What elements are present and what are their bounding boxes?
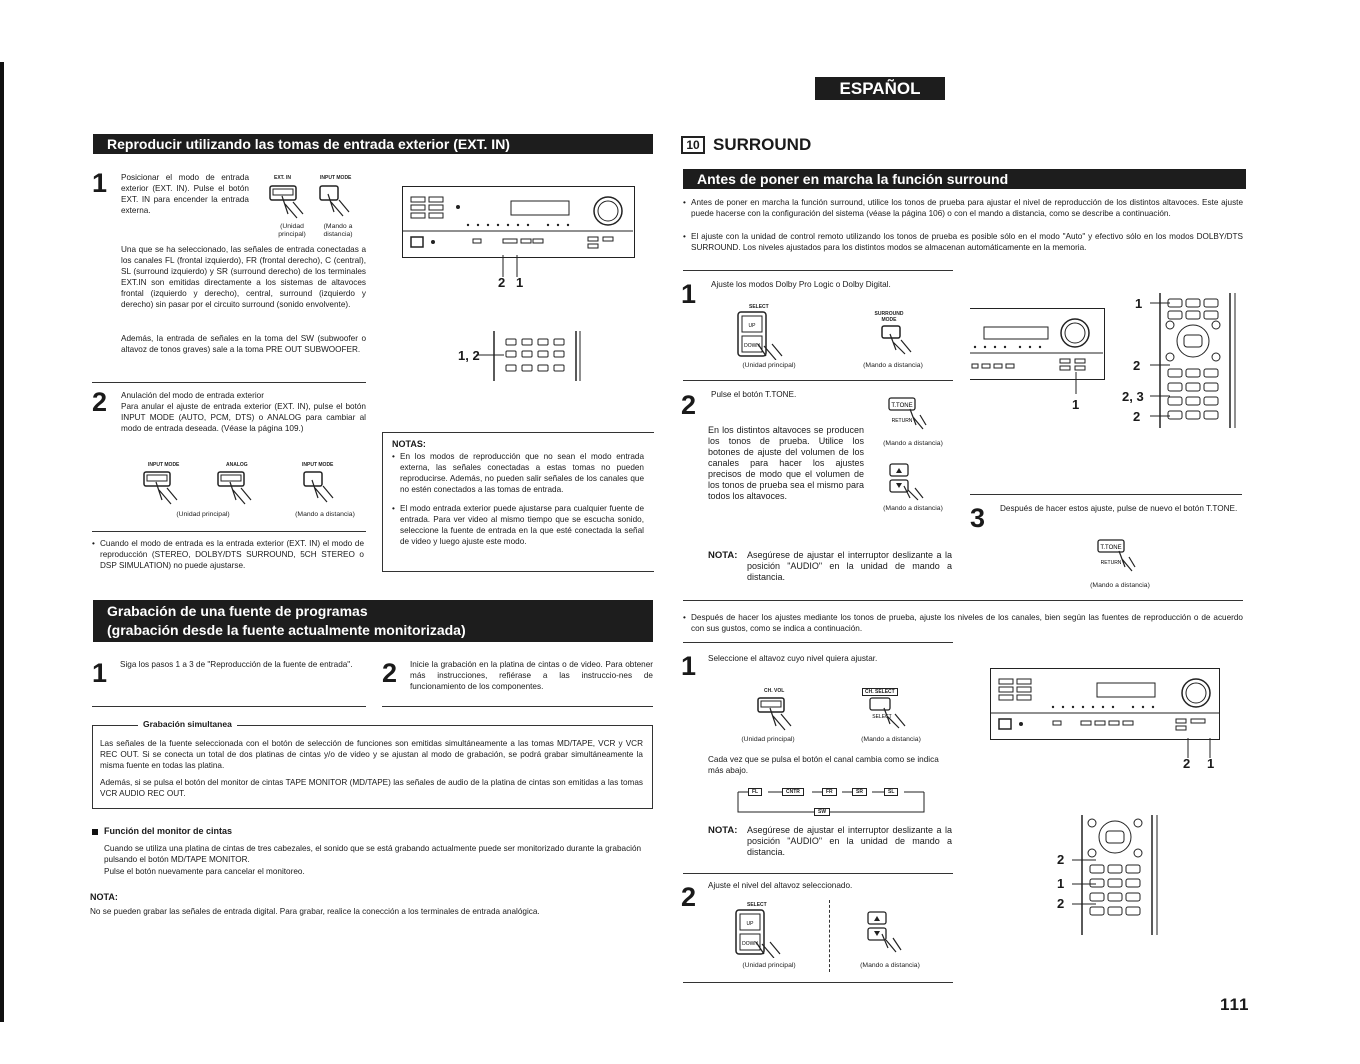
adjust-bullet: • Después de hacer los ajustes mediante los tonos de prueba, ajuste los niveles de los canales, bien según las fuentes de reproducción o de acuerdo con sus gustos, como se indica a continuación.: [683, 613, 1243, 633]
receiver-front-panel: [990, 668, 1220, 740]
caption-main-unit: (Unidad principal): [742, 962, 796, 969]
rec-step2: Inicie la grabación en la platina de cintas o de video. Para obtener más instrucciones, refiérase a las instruccio-nes de funcionamiento de los componentes.: [410, 660, 653, 691]
notes-title: NOTAS:: [392, 439, 426, 449]
figure-label: 2: [1183, 756, 1191, 771]
page-number: 111: [1220, 995, 1250, 1014]
caption-remote: (Mando a distancia): [1090, 582, 1150, 589]
chain-fr: FR: [822, 788, 837, 796]
select-updown-illustration: [734, 908, 794, 963]
svg-text:UP: UP: [748, 323, 756, 329]
a-step3: Después de hacer estos ajuste, pulse de nuevo el botón T.TONE.: [1000, 504, 1238, 513]
dashed-divider: [829, 900, 830, 972]
caption-main-unit: (Unidad principal): [742, 362, 796, 369]
svg-text:UP: UP: [746, 921, 754, 927]
input-mode-label: INPUT MODE: [320, 175, 352, 181]
input-mode-button-illustration: [318, 182, 358, 225]
monitor-title: Función del monitor de cintas: [104, 826, 233, 836]
svg-text:T.TONE: T.TONE: [891, 403, 913, 409]
step-number: 1: [92, 168, 108, 198]
step-number: 1: [681, 651, 697, 681]
note-item: • El modo entrada exterior puede ajustarse para cualquier fuente de entrada. Para ver video al mismo tiempo que se escucha sonido, seleccione la fuente de entrada en la que esté conectada la señal de video y luego ajuste este modo.: [392, 504, 644, 546]
step-number: 2: [382, 658, 398, 688]
nota-text: No se pueden grabar las señales de entrada digital. Para grabar, realice la conección a los terminales de entrada analógica.: [90, 907, 540, 916]
rec-step1: Siga los pasos 1 a 3 de "Reproducción de la fuente de entrada".: [120, 660, 353, 669]
section-title-recording: Grabación de una fuente de programas (grabación desde la fuente actualmente monitorizada): [93, 600, 653, 642]
select-updown-illustration: [736, 310, 796, 365]
chain-fl: FL: [748, 788, 762, 796]
volume-updown-illustration: [864, 910, 914, 959]
figure-label: 2: [1057, 896, 1065, 911]
monitor-text2: Pulse el botón nuevamente para cancelar el monitoreo.: [104, 867, 305, 876]
chapter-title: SURROUND: [713, 135, 812, 154]
caption-remote: (Mando a distancia): [883, 440, 943, 447]
bullet-note: • Cuando el modo de entrada es la entrada exterior (EXT. IN) el modo de reproducción (STEREO, DOLBY/DTS SURROUND, 5CH STEREO o DSP SIMULATION) no puede ajustarse.: [92, 539, 364, 570]
box-text2: Además, si se pulsa el botón del monitor de cintas TAPE MONITOR (MD/TAPE) las señales de audio de la platina de cintas son emitidas a las tomas VCR AUDIO REC OUT.: [100, 778, 643, 798]
svg-text:DOWN: DOWN: [742, 941, 758, 947]
input-mode-label: INPUT MODE: [302, 462, 334, 468]
input-mode-button-illustration: [142, 468, 182, 513]
step-number: 3: [970, 503, 986, 533]
section-title-ext-in: Reproducir utilizando las tomas de entrada exterior (EXT. IN): [93, 134, 653, 154]
divider: [683, 642, 953, 643]
note-item: • En los modos de reproducción que no sean el modo entrada externa, las señales conectadas a estas tomas no pueden reproducirse. Además, no pueden salir señales de los canales que no estén conectados a las tomas de entrada.: [392, 452, 644, 494]
remote-control: [1072, 815, 1162, 940]
figure-label: 2: [498, 275, 506, 290]
step1-intro: Posicionar el modo de entrada exterior (EXT. IN). Pulse el botón EXT. IN para encender la entrada externa.: [121, 173, 249, 215]
box-title: Grabación simultanea: [138, 719, 237, 729]
select-label: SELECT: [747, 902, 767, 908]
nota-title: NOTA:: [90, 892, 118, 902]
figure-label: 1: [1135, 296, 1143, 311]
channel-cycle-diagram: [734, 786, 930, 820]
intro-bullet: • Antes de poner en marcha la función surround, utilice los tonos de prueba para ajustar el nivel de reproducción de los distintos altavoces. Este ajuste puede hacerse con la configuración del sistema (véase la página 106) o con el mando a distancia, como se describe a continuación.: [683, 198, 1243, 218]
divider: [683, 600, 1243, 601]
divider: [683, 380, 953, 381]
receiver-knobs-row: [970, 361, 1030, 373]
divider: [92, 531, 366, 532]
figure-label: 2: [1133, 409, 1141, 424]
figure-label: 2: [1133, 358, 1141, 373]
volume-updown-illustration: [886, 462, 930, 507]
ttone-button-illustration: [886, 395, 930, 440]
svg-text:SELECT: SELECT: [872, 714, 892, 720]
surround-mode-button-illustration: [880, 324, 920, 363]
nota-label: NOTA:: [708, 825, 738, 836]
ext-in-button-illustration: [268, 182, 308, 225]
step1-body2: Además, la entrada de señales en la toma del SW (subwoofer o altavoz de tonos graves) sale a la toma PRE OUT SUBWOOFER.: [121, 334, 366, 354]
divider: [683, 982, 953, 983]
monitor-text: Cuando se utiliza una platina de cintas de tres cabezales, el sonido que se está grabando actualmente puede ser monitorizado durante la grabación pulsando el botón MD/TAPE MONITOR.: [104, 844, 642, 864]
caption-remote: (Mando a distancia): [860, 962, 920, 969]
analog-button-illustration: [216, 468, 256, 513]
box-text: Las señales de la fuente seleccionada con el botón de selección de funciones son emitidas simultáneamente a las tomas MD/TAPE, VCR y VCR REC OUT. Si se conecta un total de dos platinas de cintas y/o de video y se ajustan al modo de grabación, se podrá grabar simultáneamente la misma fuente en todas las platina.: [100, 739, 643, 770]
caption-remote: (Mando a distancia): [861, 736, 921, 743]
caption-remote: (Mando a distancia): [323, 223, 353, 238]
a-step1: Ajuste los modos Dolby Pro Logic o Dolby Digital.: [711, 280, 891, 289]
svg-text:T.TONE: T.TONE: [1100, 545, 1122, 551]
chain-sw: SW: [814, 808, 830, 816]
caption-remote: (Mando a distancia): [295, 511, 355, 518]
nota-text: Asegúrese de ajustar el interruptor deslizante a la posición "AUDIO" en la unidad de mando a distancia.: [747, 550, 952, 582]
caption-remote: (Mando a distancia): [883, 505, 943, 512]
surround-mode-label: SURROUND MODE: [874, 311, 904, 323]
svg-text:RETURN: RETURN: [891, 418, 913, 424]
leader-line: [1074, 372, 1078, 399]
step1-body: Una que se ha seleccionado, las señales de entrada conectadas a los canales FL (frontal izquierdo), FR (frontal derecho), C (central), SL (surround izquierdo) y SR (surround derecho) de los terminales EXT.IN son emitidas directamente a los sistemas de altavoces frontal (izquierdo y derecho), central, surround (izquierdo y derecho) sin pasar por el circuito surround (sonido envolvente).: [121, 245, 366, 309]
divider: [92, 706, 366, 707]
caption-main-unit: (Unidad principal): [278, 223, 306, 238]
nota-text: Asegúrese de ajustar el interruptor deslizante a la posición "AUDIO" en la unidad de mando a distancia.: [747, 825, 952, 857]
chain-cntr: CNTR: [782, 788, 804, 796]
analog-label: ANALOG: [226, 462, 248, 468]
a-step2: Pulse el botón T.TONE.: [711, 390, 797, 399]
step-number: 2: [681, 390, 697, 420]
divider: [92, 382, 366, 383]
step2-text: Anulación del modo de entrada exterior Para anular el ajuste de entrada exterior (EXT. IN), pulse el botón INPUT MODE (AUTO, PCM, DTS) o ANALOG para cambiar al modo de entrada deseada. (Véase la página 109.): [121, 391, 366, 433]
step-number: 2: [92, 387, 108, 417]
ch-select-button-illustration: [866, 696, 910, 739]
chain-sr: SR: [852, 788, 867, 796]
ext-in-label: EXT. IN: [274, 175, 291, 181]
input-mode-remote-illustration: [302, 468, 342, 513]
figure-label: 1: [516, 275, 524, 290]
remote-control-partial: [476, 331, 586, 386]
caption-main-unit: (Unidad principal): [741, 736, 795, 743]
a-step2-body: En los distintos altavoces se producen los tonos de prueba. Utilice los botones de ajuste del volumen de los canales para hacer los ajustes precisos de modo que el volumen de los tonos de prueba sea el mismo para todos los altavoces.: [708, 425, 864, 501]
svg-text:DOWN: DOWN: [744, 343, 760, 349]
b-step1: Seleccione el altavoz cuyo nivel quiera ajustar.: [708, 654, 878, 663]
caption-main-unit: (Unidad principal): [176, 511, 230, 518]
divider: [970, 494, 1242, 495]
language-tab: ESPAÑOL: [815, 77, 945, 100]
input-mode-label: INPUT MODE: [148, 462, 180, 468]
square-bullet: [92, 829, 98, 835]
divider: [683, 873, 953, 874]
remote-control: [1150, 293, 1240, 433]
divider: [683, 270, 953, 271]
select-label: SELECT: [749, 304, 769, 310]
ttone-button-illustration: [1095, 537, 1139, 582]
nota-label: NOTA:: [708, 550, 738, 561]
figure-label: 1: [1072, 397, 1080, 412]
step-number: 1: [681, 279, 697, 309]
figure-label: 2, 3: [1122, 389, 1144, 404]
receiver-front-panel: [402, 186, 635, 258]
svg-text:RETURN: RETURN: [1100, 560, 1122, 566]
binding-edge: [0, 62, 4, 1022]
figure-label: 1: [1057, 876, 1065, 891]
b-step2: Ajuste el nivel del altavoz seleccionado.: [708, 881, 853, 890]
subsection-title: Antes de poner en marcha la función surround: [683, 169, 1246, 189]
ch-vol-button-illustration: [756, 694, 796, 737]
intro-bullet: • El ajuste con la unidad de control remoto utilizando los tonos de prueba es posible sólo en el modo "Auto" y efectivo sólo en los modos DOLBY/DTS SURROUND. Los niveles ajustados para los distintos modos se almacenan automáticamente en la memoria.: [683, 232, 1243, 252]
ch-select-label: CH. SELECT: [862, 688, 898, 696]
figure-label: 2: [1057, 852, 1065, 867]
step-number: 1: [92, 658, 108, 688]
ch-vol-label: CH. VOL: [764, 688, 785, 694]
chain-sl: SL: [884, 788, 898, 796]
divider: [382, 706, 653, 707]
chapter-number-box: 10: [681, 136, 705, 154]
figure-label: 1: [1207, 756, 1215, 771]
step-number: 2: [681, 882, 697, 912]
b-step1-body: Cada vez que se pulsa el botón el canal cambia como se indica más abajo.: [708, 755, 939, 775]
figure-label: 1, 2: [458, 348, 480, 363]
caption-remote: (Mando a distancia): [863, 362, 923, 369]
